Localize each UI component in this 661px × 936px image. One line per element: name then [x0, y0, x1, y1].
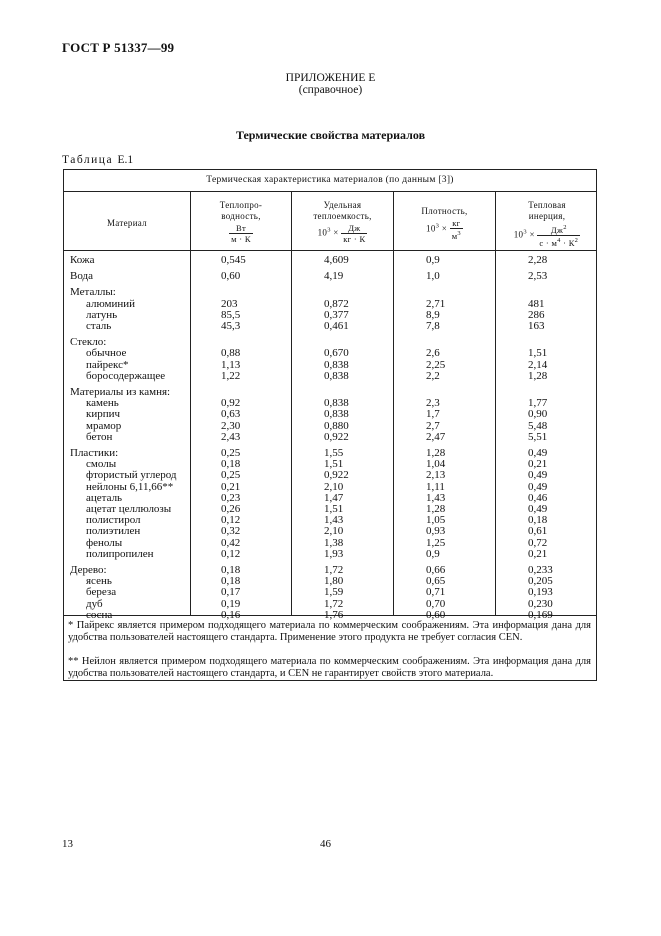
conductivity-cell: 0,19	[221, 597, 241, 610]
density-cell: 1,0	[426, 270, 440, 283]
conductivity-cell: 0,18	[221, 575, 241, 588]
conductivity-unit	[191, 223, 291, 244]
density-cell: 1,25	[426, 536, 446, 549]
density-cell: 8,9	[426, 308, 440, 321]
inertia-cell: 0,21	[528, 547, 548, 560]
heat-capacity-cell: 0,838	[324, 408, 349, 421]
density-cell: 1,11	[426, 480, 445, 493]
header-heat-capacity	[292, 200, 393, 244]
heat-capacity-cell: 0,838	[324, 369, 349, 382]
density-cell: 2,6	[426, 347, 440, 360]
heat-capacity-unit-fraction	[341, 223, 367, 244]
heat-capacity-cell: 0,838	[324, 397, 349, 410]
density-cell: 0,71	[426, 586, 446, 599]
density-prefix: 10	[426, 223, 436, 234]
material-name-cell: Пластики:	[70, 447, 119, 459]
density-cell: 1,28	[426, 447, 446, 459]
table-row	[64, 587, 596, 598]
footnote-pyrex: * Пайрекс является примером подходящего материала по коммерческим соображениям. Эта информация дана для удобства пользователей настоящего стандарта. Применение этого продукта не требует согласия CEN.	[68, 620, 591, 643]
heat-capacity-unit-den: кг · К	[343, 234, 366, 244]
table-row	[64, 482, 596, 493]
inertia-unit-den: с · м	[539, 237, 558, 248]
heat-capacity-cell: 0,922	[324, 469, 349, 482]
material-name-cell: ацетат целлюлозы	[86, 503, 172, 515]
inertia-cell: 0,233	[528, 564, 553, 576]
conductivity-unit-fraction	[229, 223, 253, 244]
table-row	[64, 299, 596, 310]
inertia-cell: 0,21	[528, 458, 548, 471]
density-cell: 2,71	[426, 297, 446, 310]
material-name-cell: нейлоны 6,11,66**	[86, 480, 174, 493]
density-cell: 1,05	[426, 514, 446, 527]
density-times: ×	[439, 223, 448, 234]
conductivity-cell: 0,12	[221, 514, 241, 527]
material-name-cell: Вода	[70, 270, 93, 283]
inertia-cell: 1,51	[528, 347, 548, 360]
inertia-cell: 0,49	[528, 469, 548, 482]
density-cell: 1,43	[426, 491, 446, 504]
material-name-cell: мрамор	[86, 419, 122, 432]
heat-capacity-cell: 0,377	[324, 308, 349, 321]
inertia-cell: 0,46	[528, 491, 548, 504]
heat-capacity-cell: 1,93	[324, 547, 344, 560]
conductivity-cell: 1,22	[221, 369, 241, 382]
inertia-unit-den-wrap	[537, 236, 580, 248]
inertia-times: ×	[526, 229, 535, 240]
heat-capacity-cell: 1,72	[324, 597, 344, 610]
inertia-cell: 481	[528, 297, 545, 310]
inertia-cell: 2,14	[528, 358, 548, 371]
table-row	[64, 255, 596, 266]
material-name-cell: сосна	[86, 608, 113, 621]
header-inertia-line2: инерция,	[528, 211, 566, 221]
document-title: Термические свойства материалов	[235, 128, 426, 142]
conductivity-cell: 0,21	[221, 480, 241, 493]
conductivity-cell: 0,16	[221, 608, 241, 621]
footnote-nylon: ** Нейлон является примером подходящего материала по коммерческим соображениям. Эта информация дана для удобства пользователей настоящего стандарта, и CEN не гарантирует свойств этого материала.	[68, 656, 591, 679]
conductivity-cell: 0,26	[221, 503, 241, 515]
header-heat-capacity-line1: Удельная	[323, 200, 362, 210]
heat-capacity-cell: 0,838	[324, 358, 349, 371]
density-cell: 0,9	[426, 547, 440, 560]
density-cell: 0,65	[426, 575, 446, 588]
inertia-cell: 2,28	[528, 254, 548, 266]
caption-divider	[64, 191, 596, 192]
conductivity-cell: 0,88	[221, 347, 241, 360]
inertia-cell: 0,169	[528, 608, 553, 621]
inertia-cell: 0,49	[528, 480, 548, 493]
heat-capacity-cell: 1,72	[324, 564, 344, 576]
heat-capacity-times: ×	[330, 227, 339, 238]
header-divider	[64, 250, 596, 251]
table-row	[64, 360, 596, 371]
density-unit-den-wrap	[450, 229, 463, 241]
heat-capacity-cell: 1,80	[324, 575, 344, 588]
inertia-cell: 0,230	[528, 597, 553, 610]
table-row	[64, 470, 596, 481]
conductivity-cell: 2,30	[221, 419, 241, 432]
inertia-unit-fraction	[537, 223, 580, 248]
material-name-cell: ясень	[86, 575, 112, 588]
table-row	[64, 526, 596, 537]
table-label	[62, 154, 133, 166]
material-name-cell: полиэтилен	[86, 525, 141, 538]
inertia-cell: 1,28	[528, 369, 548, 382]
density-cell: 0,70	[426, 597, 446, 610]
inertia-unit-den2: · К	[560, 237, 575, 248]
inertia-unit-den-exp: 4	[557, 236, 561, 244]
heat-capacity-cell: 1,59	[324, 586, 344, 599]
inertia-cell: 0,61	[528, 525, 548, 538]
material-name-cell: боросодержащее	[86, 369, 166, 382]
conductivity-cell: 0,25	[221, 469, 241, 482]
density-unit-den: м	[451, 230, 458, 241]
heat-capacity-cell: 1,51	[324, 458, 344, 471]
density-cell: 0,60	[426, 608, 446, 621]
heat-capacity-cell: 0,461	[324, 320, 349, 332]
inertia-exp: 3	[523, 228, 527, 236]
inertia-unit-num: Дж	[550, 224, 564, 235]
heat-capacity-prefix: 10	[317, 227, 328, 238]
header-inertia	[496, 200, 598, 248]
table-row	[64, 348, 596, 359]
table-row	[64, 549, 596, 560]
material-name-cell: полипропилен	[86, 547, 154, 560]
density-unit-fraction	[450, 218, 463, 241]
conductivity-cell: 45,3	[221, 320, 241, 332]
inertia-cell: 2,53	[528, 270, 548, 283]
table-caption: Термическая характеристика материалов (по данным [3])	[206, 175, 454, 185]
inertia-cell: 5,51	[528, 430, 548, 443]
density-cell: 2,25	[426, 358, 446, 371]
inertia-cell: 0,205	[528, 575, 553, 588]
heat-capacity-cell: 0,670	[324, 347, 349, 360]
heat-capacity-unit-num: Дж	[341, 223, 367, 234]
heat-capacity-cell: 4,19	[324, 270, 344, 283]
density-exp: 3	[435, 222, 440, 230]
document-code: ГОСТ Р 51337—99	[62, 40, 175, 55]
conductivity-cell: 85,5	[221, 308, 241, 321]
conductivity-cell: 0,18	[221, 458, 241, 471]
conductivity-cell: 0,17	[221, 586, 241, 599]
density-cell: 2,13	[426, 469, 446, 482]
page-number-center: 46	[320, 838, 331, 850]
density-unit-num: кг	[450, 218, 463, 229]
material-name-cell: Кожа	[70, 254, 95, 266]
material-name-cell: Материалы из камня:	[70, 386, 171, 398]
table-row	[64, 538, 596, 549]
material-name-cell: Дерево:	[70, 564, 107, 576]
density-unit	[394, 218, 495, 241]
inertia-cell: 0,90	[528, 408, 548, 421]
heat-capacity-cell: 0,872	[324, 297, 349, 310]
conductivity-cell: 0,63	[221, 408, 241, 421]
material-name-cell: береза	[86, 586, 117, 599]
inertia-cell: 0,49	[528, 447, 548, 459]
material-name-cell: Стекло:	[70, 336, 107, 349]
conductivity-unit-den: м · К	[231, 234, 251, 244]
heat-capacity-cell: 2,10	[324, 480, 344, 493]
heat-capacity-cell: 0,880	[324, 419, 349, 432]
material-name-cell: обычное	[86, 347, 127, 360]
table-row	[64, 421, 596, 432]
material-name-cell: бетон	[86, 430, 113, 443]
header-density	[394, 206, 495, 241]
header-conductivity-line1: Теплопро-	[219, 200, 263, 210]
inertia-unit-num-wrap	[537, 223, 580, 236]
material-name-cell: дуб	[86, 597, 103, 610]
inertia-cell: 0,72	[528, 536, 548, 549]
density-cell: 1,28	[426, 503, 446, 515]
conductivity-cell: 0,545	[221, 254, 246, 266]
table-label-number: Е.1	[117, 154, 134, 166]
inertia-cell: 0,49	[528, 503, 548, 515]
appendix-title: ПРИЛОЖЕНИЕ Е	[285, 72, 376, 84]
header-conductivity-line2: водность,	[221, 211, 261, 221]
conductivity-cell: 1,13	[221, 358, 241, 371]
conductivity-cell: 2,43	[221, 430, 241, 443]
heat-capacity-exp: 3	[327, 226, 331, 234]
conductivity-cell: 203	[221, 297, 238, 310]
inertia-cell: 1,77	[528, 397, 548, 410]
table-row	[64, 287, 596, 298]
table-row	[64, 371, 596, 382]
conductivity-cell: 0,92	[221, 397, 241, 410]
inertia-unit	[496, 223, 598, 248]
material-name-cell: кирпич	[86, 408, 121, 421]
material-name-cell: фтористый углерод	[86, 469, 177, 482]
material-name-cell: смолы	[86, 458, 117, 471]
material-name-cell: камень	[86, 397, 119, 410]
table-row	[64, 432, 596, 443]
table-row	[64, 321, 596, 332]
table-row	[64, 409, 596, 420]
heat-capacity-cell: 1,47	[324, 491, 344, 504]
density-cell: 1,04	[426, 458, 446, 471]
heat-capacity-cell: 2,10	[324, 525, 344, 538]
inertia-cell: 163	[528, 320, 545, 332]
material-name-cell: Металлы:	[70, 286, 116, 299]
table-row	[64, 599, 596, 610]
header-heat-capacity-line2: теплоемкость,	[313, 211, 372, 221]
material-name-cell: латунь	[86, 308, 118, 321]
density-unit-den-exp: 3	[457, 230, 461, 237]
density-cell: 0,9	[426, 254, 440, 266]
inertia-cell: 0,18	[528, 514, 548, 527]
inertia-cell: 286	[528, 308, 545, 321]
header-material: Материал	[107, 218, 147, 228]
density-cell: 1,7	[426, 408, 440, 421]
density-cell: 0,93	[426, 525, 446, 538]
table-label-word: Таблица	[62, 154, 114, 166]
appendix-subtitle: (справочное)	[298, 84, 363, 96]
header-conductivity	[191, 200, 291, 244]
conductivity-unit-num: Вт	[229, 223, 253, 234]
inertia-prefix: 10	[513, 229, 524, 240]
table-row	[64, 271, 596, 282]
conductivity-cell: 0,32	[221, 525, 241, 538]
inertia-unit-den2-exp: 2	[574, 236, 579, 244]
header-density-line1: Плотность,	[421, 206, 468, 216]
density-cell: 2,47	[426, 430, 446, 443]
density-cell: 2,7	[426, 419, 440, 432]
heat-capacity-cell: 4,609	[324, 254, 349, 266]
heat-capacity-cell: 1,43	[324, 514, 344, 527]
heat-capacity-cell: 1,51	[324, 503, 344, 515]
material-name-cell: алюминий	[86, 297, 136, 310]
heat-capacity-cell: 0,922	[324, 430, 349, 443]
heat-capacity-cell: 1,76	[324, 608, 344, 621]
density-cell: 2,3	[426, 397, 440, 410]
page-number-left: 13	[62, 838, 73, 850]
conductivity-cell: 0,42	[221, 536, 241, 549]
material-name-cell: ацеталь	[86, 491, 123, 504]
inertia-cell: 5,48	[528, 419, 548, 432]
properties-table	[63, 169, 597, 681]
conductivity-cell: 0,12	[221, 547, 241, 560]
density-cell: 2,2	[426, 369, 440, 382]
inertia-unit-num-exp: 2	[563, 224, 567, 231]
material-name-cell: сталь	[86, 320, 112, 332]
conductivity-cell: 0,18	[221, 564, 241, 576]
conductivity-cell: 0,23	[221, 491, 241, 504]
density-cell: 7,8	[426, 320, 440, 332]
material-name-cell: фенолы	[86, 536, 123, 549]
conductivity-cell: 0,25	[221, 447, 241, 459]
conductivity-cell: 0,60	[221, 270, 241, 283]
material-name-cell: пайрекс*	[86, 358, 129, 371]
header-inertia-line1: Тепловая	[528, 200, 566, 210]
inertia-cell: 0,193	[528, 586, 553, 599]
heat-capacity-cell: 1,55	[324, 447, 344, 459]
heat-capacity-unit	[292, 223, 393, 244]
density-cell: 0,66	[426, 564, 446, 576]
material-name-cell: полистирол	[86, 514, 141, 527]
heat-capacity-cell: 1,38	[324, 536, 344, 549]
